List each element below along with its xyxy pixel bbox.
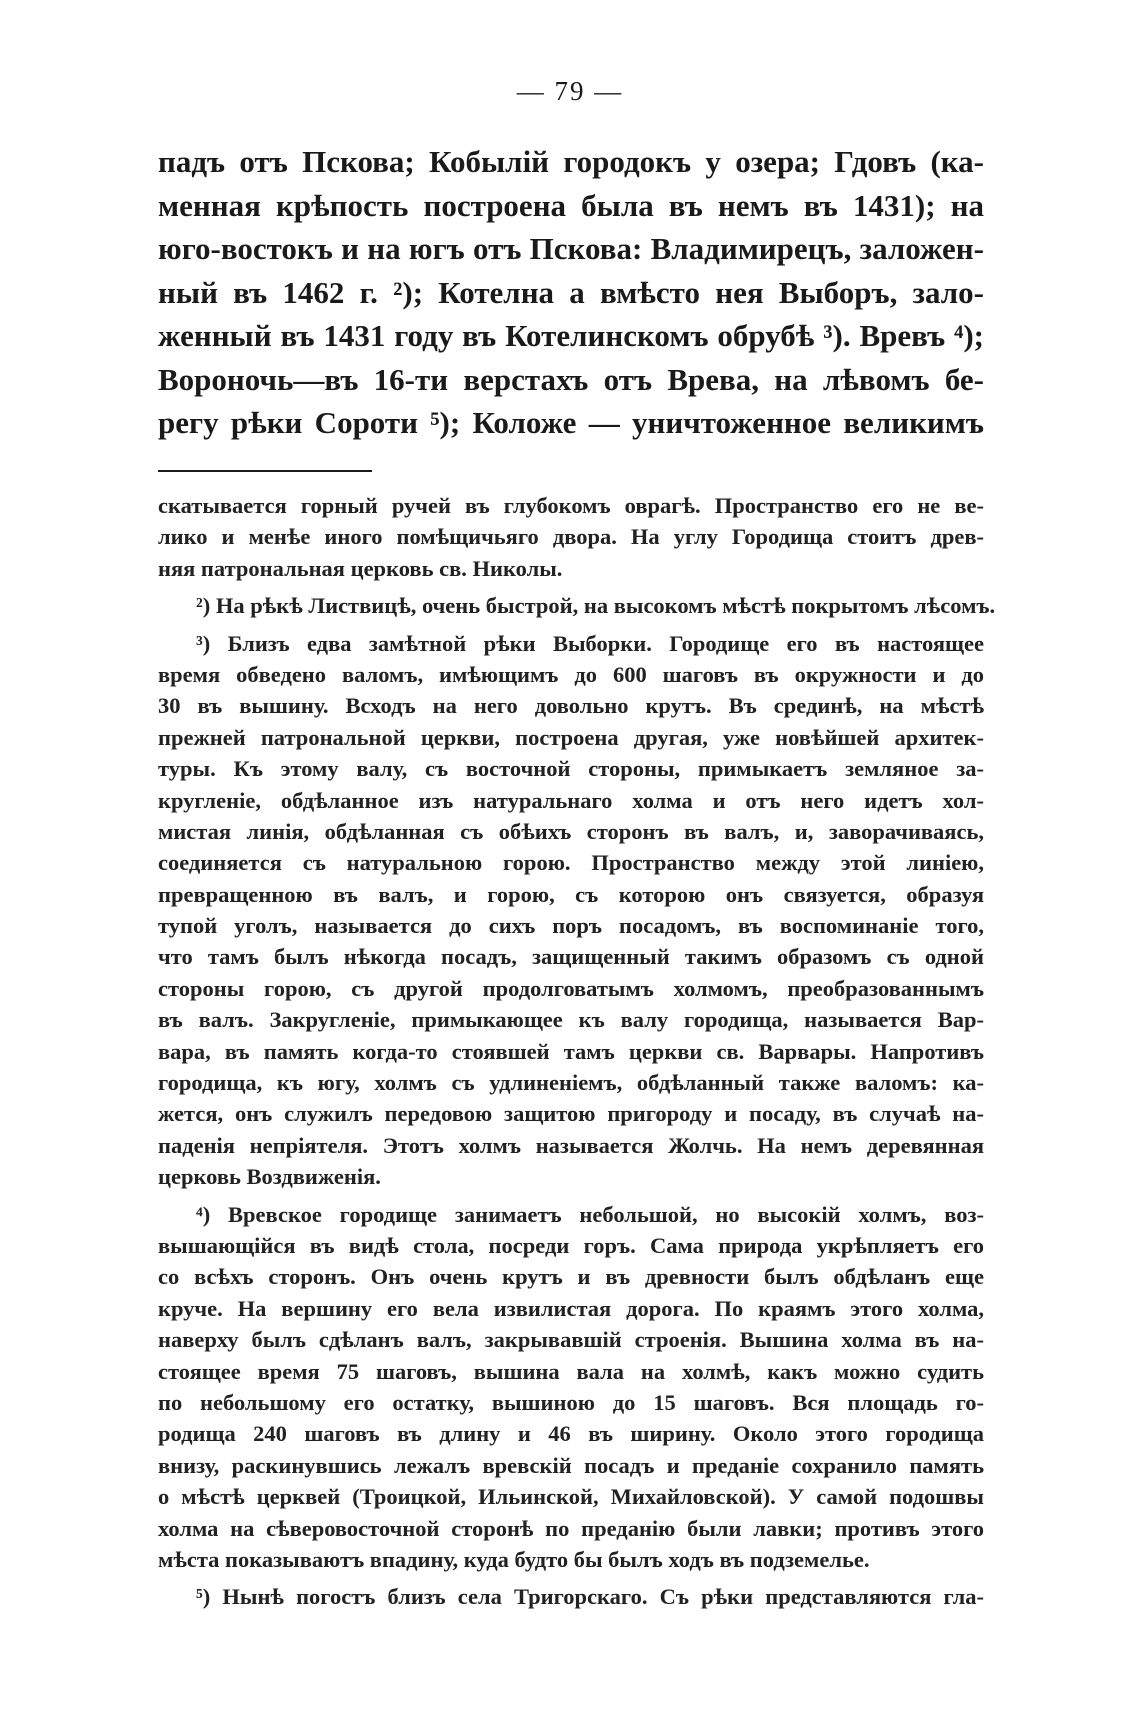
footnote-line: скатывается горный ручей въ глубокомъ оврагѣ. Пространство его не ве-	[158, 493, 984, 518]
footnote-3-line: что тамъ былъ нѣкогда посадъ, защищенный такимъ образомъ съ одной	[158, 944, 984, 970]
footnote-5-line: ⁵) Нынѣ погостъ близъ села Тригорскаго. Съ рѣки представляются гла-	[196, 1584, 984, 1610]
footnote-4-line: по небольшому его остатку, вышиною до 15 шаговъ. Вся площадь го-	[158, 1389, 984, 1415]
footnotes	[158, 490, 996, 1613]
footnote-3-line: стороны горою, съ другой продолговатымъ холмомъ, преобразованнымъ	[158, 975, 984, 1001]
footnote-4-line: ⁴) Вревское городище занимаетъ небольшой, но высокій холмъ, воз-	[196, 1201, 984, 1227]
main-text-line: падъ отъ Пскова; Кобылій городокъ у озера; Гдовъ (ка-	[158, 144, 984, 179]
footnote-line: няя патрональная церковь св. Николы.	[158, 555, 563, 581]
footnote-2: ²) На рѣкѣ Листвицѣ, очень быстрой, на высокомъ мѣстѣ покрытомъ лѣсомъ.	[196, 593, 996, 619]
footnote-3-line: прежней патрональной церкви, построена другая, уже новѣйшей архитек-	[158, 724, 984, 750]
footnote-3-line: городища, къ югу, холмъ съ удлиненіемъ, обдѣланный также валомъ: ка-	[158, 1070, 984, 1096]
footnote-4-line: со всѣхъ сторонъ. Онъ очень крутъ и въ древности былъ обдѣланъ еще	[158, 1264, 984, 1290]
footnote-4-line: внизу, раскинувшись лежалъ вревскій посадъ и преданіе сохранило память	[158, 1452, 984, 1478]
footnote-4-line: холма на сѣверовосточной сторонѣ по преданію были лавки; противъ этого	[158, 1515, 984, 1541]
footnote-4-line: наверху былъ сдѣланъ валъ, закрывавшій строенія. Вышина холма въ на-	[158, 1327, 984, 1353]
main-text-line: юго-востокъ и на югъ отъ Пскова: Владимирецъ, заложен-	[158, 231, 984, 266]
footnote-3-line: въ валъ. Закругленіе, примыкающее къ валу городища, называется Вар-	[158, 1007, 984, 1033]
footnote-3-line: паденія непріятеля. Этотъ холмъ называется Жолчь. На немъ деревянная	[158, 1132, 984, 1158]
footnote-3-line: время обведено валомъ, имѣющимъ до 600 шаговъ въ окружности и до	[158, 661, 984, 687]
footnote-3-line: 30 въ вышину. Всходъ на него довольно крутъ. Въ срединѣ, на мѣстѣ	[158, 693, 984, 719]
footnote-3-line: туры. Къ этому валу, съ восточной стороны, примыкаетъ земляное за-	[158, 756, 984, 782]
footnote-line: лико и менѣе иного помѣщичьяго двора. На углу Городища стоитъ древ-	[158, 524, 984, 550]
footnote-4-line: о мѣстѣ церквей (Троицкой, Ильинской, Михайловской). У самой подошвы	[158, 1484, 984, 1510]
footnote-4-line: родища 240 шаговъ въ длину и 46 въ ширину. Около этого городища	[158, 1421, 984, 1447]
footnote-3-line: соединяется съ натуральною горою. Пространство между этой линіею,	[158, 850, 984, 876]
footnote-4-line: стоящее время 75 шаговъ, вышина вала на холмѣ, какъ можно судить	[158, 1358, 984, 1384]
main-text-line: менная крѣпость построена была въ немъ въ 1431); на	[158, 187, 984, 223]
footnote-3-line: вара, въ память когда-то стоявшей тамъ церкви св. Варвары. Напротивъ	[158, 1038, 984, 1064]
footnote-3-line: ³) Близъ едва замѣтной рѣки Выборки. Городище его въ настоящее	[196, 630, 984, 656]
footnote-3-line: превращенною въ валъ, и горою, съ которою онъ связуется, образуя	[158, 881, 984, 907]
main-text	[158, 140, 984, 445]
main-text-line: ный въ 1462 г. ²); Котелна а вмѣсто нея Выборъ, зало-	[158, 274, 984, 310]
main-text-line: регу рѣки Сороти ⁵); Коложе — уничтоженное великимъ	[158, 405, 984, 440]
footnote-separator	[158, 470, 372, 472]
footnote-3-line: церковь Воздвиженія.	[158, 1164, 381, 1190]
footnote-4-line: вышающійся въ видѣ стола, посреди горъ. Сама природа укрѣпляетъ его	[158, 1232, 984, 1258]
footnote-4-line: круче. На вершину его вела извилистая дорога. По краямъ этого холма,	[158, 1295, 984, 1321]
footnote-3-line: мистая линія, обдѣланная съ обѣихъ сторонъ въ валъ, и, заворачиваясь,	[158, 818, 984, 844]
footnote-3-line: кругленіе, обдѣланное изъ натуральнаго холма и отъ него идетъ хол-	[158, 787, 984, 813]
footnote-4-line: мѣста показываютъ впадину, куда будто бы былъ ходъ въ подземелье.	[158, 1546, 870, 1572]
main-text-line: женный въ 1431 году въ Котелинскомъ обрубѣ ³). Вревъ ⁴);	[158, 318, 984, 353]
main-text-line: Вороночь—въ 16-ти верстахъ отъ Врева, на лѣвомъ бе-	[158, 361, 984, 397]
page-number: — 79 —	[516, 76, 624, 106]
footnote-3-line: жется, онъ служилъ передовою защитою пригороду и посаду, въ случаѣ на-	[158, 1101, 984, 1127]
footnote-3-line: тупой уголъ, называется до сихъ поръ посадомъ, въ воспоминаніе того,	[158, 913, 984, 939]
